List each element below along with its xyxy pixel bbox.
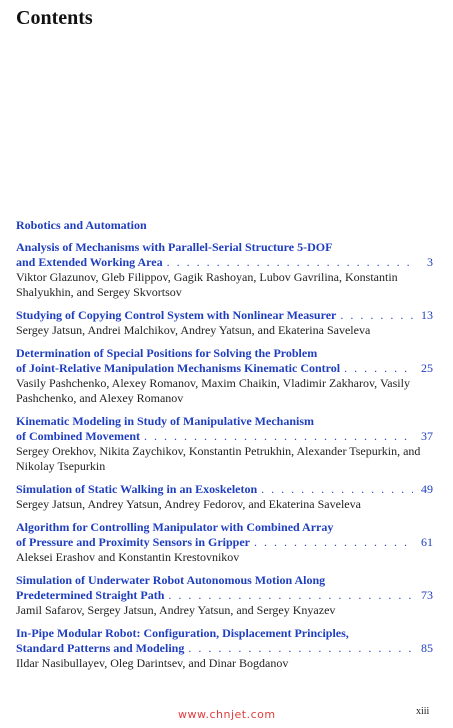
dot-leader — [261, 482, 413, 497]
entry-authors: Jamil Safarov, Sergey Jatsun, Andrey Yatsun, and Sergey Knyazev — [16, 603, 336, 617]
entry-title-line[interactable]: Predetermined Straight Path — [16, 588, 165, 602]
dot-leader — [340, 308, 413, 323]
entry-page-number[interactable]: 3 — [427, 255, 433, 269]
entry-page-number[interactable]: 37 — [421, 429, 433, 443]
entry-authors: Vasily Pashchenko, Alexey Romanov, Maxim Chaikin, Vladimir Zakharov, Vasily Pashchenko, and Alexey Romanov — [16, 376, 410, 405]
dot-leader — [144, 429, 413, 444]
entry-title-line[interactable]: Simulation of Underwater Robot Autonomous Motion Along — [16, 573, 326, 587]
toc-entry-list — [16, 240, 433, 679]
page-title: Contents — [16, 7, 93, 29]
entry-authors: Sergey Orekhov, Nikita Zaychikov, Konstantin Petrukhin, Alexander Tsepurkin, and Nikolay Tsepurkin — [16, 444, 421, 473]
entry-title-line[interactable]: Standard Patterns and Modeling — [16, 641, 185, 655]
entry-title-line[interactable]: of Pressure and Proximity Sensors in Gripper — [16, 535, 250, 549]
entry-authors: Sergey Jatsun, Andrei Malchikov, Andrey Yatsun, and Ekaterina Saveleva — [16, 323, 371, 337]
entry-title-line[interactable]: Studying of Copying Control System with Nonlinear Measurer — [16, 308, 337, 322]
toc-entry — [16, 520, 433, 565]
entry-title-line[interactable]: In-Pipe Modular Robot: Configuration, Displacement Principles, — [16, 626, 349, 640]
entry-page-number[interactable]: 13 — [421, 308, 433, 322]
entry-title-line[interactable]: Simulation of Static Walking in an Exoskeleton — [16, 482, 258, 496]
entry-title-line[interactable]: Kinematic Modeling in Study of Manipulative Mechanism — [16, 414, 315, 428]
entry-authors: Ildar Nasibullayev, Oleg Darintsev, and Dinar Bogdanov — [16, 656, 289, 670]
toc-entry — [16, 626, 433, 671]
entry-authors: Viktor Glazunov, Gleb Filippov, Gagik Rashoyan, Lubov Gavrilina, Konstantin Shalyukhin, and Sergey Skvortsov — [16, 270, 398, 299]
entry-page-number[interactable]: 85 — [421, 641, 433, 655]
dot-leader — [254, 535, 413, 550]
toc-entry — [16, 346, 433, 406]
toc-entry — [16, 308, 433, 338]
entry-title-line[interactable]: Determination of Special Positions for Solving the Problem — [16, 346, 318, 360]
entry-page-number[interactable]: 73 — [421, 588, 433, 602]
entry-title-line[interactable]: of Joint-Relative Manipulation Mechanisms Kinematic Control — [16, 361, 341, 375]
dot-leader — [168, 588, 413, 603]
entry-authors: Sergey Jatsun, Andrey Yatsun, Andrey Fedorov, and Ekaterina Saveleva — [16, 497, 361, 511]
dot-leader — [188, 641, 413, 656]
entry-page-number[interactable]: 49 — [421, 482, 433, 496]
dot-leader — [167, 255, 413, 270]
entry-authors: Aleksei Erashov and Konstantin Krestovnikov — [16, 550, 240, 564]
watermark-text: www.chnjet.com — [178, 708, 276, 721]
entry-title-line[interactable]: and Extended Working Area — [16, 255, 163, 269]
entry-title-line[interactable]: of Combined Movement — [16, 429, 140, 443]
entry-title-line[interactable]: Analysis of Mechanisms with Parallel-Serial Structure 5-DOF — [16, 240, 333, 254]
toc-entry — [16, 573, 433, 618]
dot-leader — [344, 361, 413, 376]
toc-entry — [16, 414, 433, 474]
section-title: Robotics and Automation — [16, 218, 147, 232]
entry-page-number[interactable]: 25 — [421, 361, 433, 375]
footer-page-number: xiii — [416, 706, 430, 717]
entry-title-line[interactable]: Algorithm for Controlling Manipulator with Combined Array — [16, 520, 334, 534]
toc-entry — [16, 240, 433, 300]
entry-page-number[interactable]: 61 — [421, 535, 433, 549]
toc-entry — [16, 482, 433, 512]
